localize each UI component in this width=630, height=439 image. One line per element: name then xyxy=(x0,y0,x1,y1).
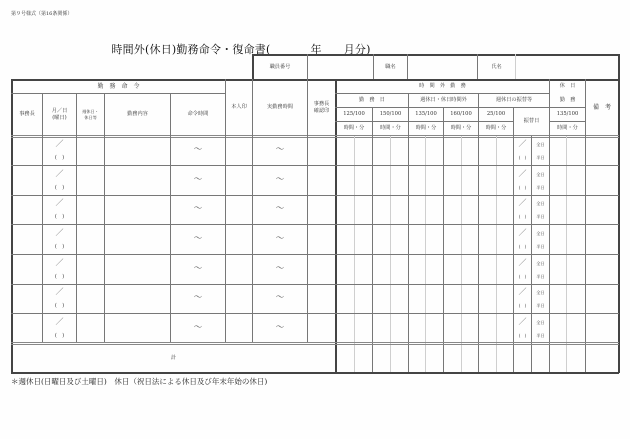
time-input-cell[interactable] xyxy=(426,137,443,165)
overtime-group-header: 時 間 外 勤 務 xyxy=(419,83,466,90)
director-cell[interactable] xyxy=(12,196,42,224)
time-input-cell[interactable] xyxy=(373,196,390,224)
full-day-label: 全日 xyxy=(536,319,545,325)
weekday-paren: ( ) xyxy=(54,213,65,220)
time-input-cell[interactable] xyxy=(391,137,408,165)
sub-slash: ／ xyxy=(518,169,527,179)
weekday-paren: ( ) xyxy=(54,273,65,280)
time-input-cell[interactable] xyxy=(355,196,372,224)
holiday-work-label-2: 勤 務 xyxy=(559,97,576,104)
sub-paren: ( ) xyxy=(518,244,527,250)
sub-slash: ／ xyxy=(518,317,527,327)
time-input-cell[interactable] xyxy=(409,167,426,195)
director-confirm-cell[interactable] xyxy=(308,256,335,284)
col-content: 勤務内容 xyxy=(127,111,148,118)
director-confirm-cell[interactable] xyxy=(308,137,335,165)
sub-slash: ／ xyxy=(518,258,527,268)
half-day-label: 半日 xyxy=(536,155,545,161)
actual-time-cell[interactable]: 〜 xyxy=(275,204,285,215)
director-cell[interactable] xyxy=(12,226,42,254)
time-input-cell[interactable] xyxy=(550,196,567,224)
holiday-type-cell[interactable] xyxy=(77,167,104,195)
employee-no-field[interactable] xyxy=(308,55,373,79)
time-input-cell[interactable] xyxy=(497,285,514,313)
sub-slash: ／ xyxy=(518,228,527,238)
director-cell[interactable] xyxy=(12,137,42,165)
weekday-paren: ( ) xyxy=(54,154,65,161)
holiday-type-cell[interactable] xyxy=(77,285,104,313)
sub-slash: ／ xyxy=(518,287,527,297)
director-cell[interactable] xyxy=(12,167,42,195)
holiday-work-label-1: 休 日 xyxy=(559,83,576,90)
time-input-cell[interactable] xyxy=(497,137,514,165)
employee-no-label: 職員番号 xyxy=(269,63,291,70)
unit-3: 時間・分 xyxy=(415,125,437,132)
unit-2: 時間・分 xyxy=(380,125,401,132)
time-input-cell[interactable] xyxy=(336,315,353,343)
sub-paren: ( ) xyxy=(518,333,527,339)
time-input-cell[interactable] xyxy=(444,256,461,284)
full-day-label: 全日 xyxy=(536,289,545,295)
remarks-cell[interactable] xyxy=(586,137,618,165)
col-director-confirm: 事務長 確認印 xyxy=(313,101,330,114)
time-input-cell[interactable] xyxy=(567,256,584,284)
time-input-cell[interactable] xyxy=(355,226,372,254)
form-number: 第９号様式（第16条関係） xyxy=(11,11,73,17)
time-input-cell[interactable] xyxy=(479,137,496,165)
date-slash: ／ xyxy=(55,287,64,297)
time-input-cell[interactable] xyxy=(479,226,496,254)
time-input-cell[interactable] xyxy=(336,196,353,224)
seal-cell[interactable] xyxy=(226,285,252,313)
name-label: 氏名 xyxy=(491,63,502,70)
time-input-cell[interactable] xyxy=(444,285,461,313)
full-day-label: 全日 xyxy=(536,141,545,147)
time-input-cell[interactable] xyxy=(479,167,496,195)
time-input-cell[interactable] xyxy=(550,285,567,313)
remarks-cell[interactable] xyxy=(586,285,618,313)
time-input-cell[interactable] xyxy=(479,285,496,313)
time-input-cell[interactable] xyxy=(444,196,461,224)
time-input-cell[interactable] xyxy=(336,285,353,313)
time-input-cell[interactable] xyxy=(444,167,461,195)
sub-paren: ( ) xyxy=(518,155,527,161)
position-field[interactable] xyxy=(408,55,477,79)
time-input-cell[interactable] xyxy=(355,256,372,284)
time-input-cell[interactable] xyxy=(355,285,372,313)
time-input-cell[interactable] xyxy=(391,167,408,195)
seal-cell[interactable] xyxy=(226,137,252,165)
holiday-type-cell[interactable] xyxy=(77,315,104,343)
holiday-type-cell[interactable] xyxy=(77,226,104,254)
director-cell[interactable] xyxy=(12,285,42,313)
time-input-cell[interactable] xyxy=(426,226,443,254)
weekday-paren: ( ) xyxy=(54,243,65,250)
time-input-cell[interactable] xyxy=(462,226,479,254)
time-input-cell[interactable] xyxy=(336,226,353,254)
order-time-cell[interactable]: 〜 xyxy=(193,293,203,304)
time-input-cell[interactable] xyxy=(409,226,426,254)
unit-4: 時間・分 xyxy=(450,125,472,132)
rate-25: 25/100 xyxy=(486,111,506,118)
title-main: 時間外(休日)勤務命令・復命書( xyxy=(111,43,271,56)
director-cell[interactable] xyxy=(12,256,42,284)
time-input-cell[interactable] xyxy=(391,315,408,343)
time-input-cell[interactable] xyxy=(426,256,443,284)
time-input-cell[interactable] xyxy=(391,256,408,284)
time-input-cell[interactable] xyxy=(373,256,390,284)
time-input-cell[interactable] xyxy=(373,226,390,254)
half-day-label: 半日 xyxy=(536,214,545,220)
actual-time-cell[interactable]: 〜 xyxy=(275,145,285,156)
date-slash: ／ xyxy=(55,258,64,268)
rate-160: 160/100 xyxy=(450,111,472,118)
remarks-cell[interactable] xyxy=(586,167,618,195)
col-actual-time: 実勤務時間 xyxy=(267,104,293,111)
seal-cell[interactable] xyxy=(226,256,252,284)
time-input-cell[interactable] xyxy=(462,256,479,284)
time-input-cell[interactable] xyxy=(426,196,443,224)
holiday-work-rate: 135/100 xyxy=(556,111,579,118)
time-input-cell[interactable] xyxy=(426,167,443,195)
position-label: 職名 xyxy=(385,63,396,70)
time-input-cell[interactable] xyxy=(391,196,408,224)
order-time-cell[interactable]: 〜 xyxy=(193,234,203,245)
date-slash: ／ xyxy=(55,228,64,238)
time-input-cell[interactable] xyxy=(462,167,479,195)
actual-time-cell[interactable]: 〜 xyxy=(275,293,285,304)
time-input-cell[interactable] xyxy=(550,137,567,165)
director-confirm-cell[interactable] xyxy=(308,167,335,195)
remarks-header: 備 考 xyxy=(592,103,611,111)
time-input-cell[interactable] xyxy=(567,285,584,313)
content-cell[interactable] xyxy=(105,226,170,254)
director-confirm-cell[interactable] xyxy=(308,196,335,224)
sub-paren: ( ) xyxy=(518,214,527,220)
substitute-header: 週休日の振替等 xyxy=(495,97,533,104)
content-cell[interactable] xyxy=(105,167,170,195)
time-input-cell[interactable] xyxy=(409,256,426,284)
half-day-label: 半日 xyxy=(536,303,545,309)
time-input-cell[interactable] xyxy=(336,256,353,284)
name-field[interactable] xyxy=(516,55,618,79)
time-input-cell[interactable] xyxy=(479,196,496,224)
remarks-cell[interactable] xyxy=(586,315,618,343)
order-time-cell[interactable]: 〜 xyxy=(193,145,203,156)
unit-1: 時間・分 xyxy=(343,125,365,132)
rate-125: 125/100 xyxy=(343,111,365,118)
time-input-cell[interactable] xyxy=(409,315,426,343)
time-input-cell[interactable] xyxy=(567,167,584,195)
date-slash: ／ xyxy=(55,139,64,149)
rate-150: 150/100 xyxy=(379,111,402,118)
time-input-cell[interactable] xyxy=(567,226,584,254)
time-input-cell[interactable] xyxy=(567,196,584,224)
director-cell[interactable] xyxy=(12,315,42,343)
time-input-cell[interactable] xyxy=(373,315,390,343)
seal-cell[interactable] xyxy=(226,196,252,224)
half-day-label: 半日 xyxy=(536,274,545,280)
order-time-cell[interactable]: 〜 xyxy=(193,323,203,334)
time-input-cell[interactable] xyxy=(373,137,390,165)
time-input-cell[interactable] xyxy=(426,285,443,313)
full-day-label: 全日 xyxy=(536,171,545,177)
time-input-cell[interactable] xyxy=(444,226,461,254)
time-input-cell[interactable] xyxy=(444,315,461,343)
actual-time-cell[interactable]: 〜 xyxy=(275,264,285,275)
time-input-cell[interactable] xyxy=(373,167,390,195)
time-input-cell[interactable] xyxy=(336,137,353,165)
time-input-cell[interactable] xyxy=(550,256,567,284)
time-input-cell[interactable] xyxy=(462,196,479,224)
time-input-cell[interactable] xyxy=(497,315,514,343)
col-director: 事務長 xyxy=(19,111,35,118)
time-input-cell[interactable] xyxy=(409,285,426,313)
half-day-label: 半日 xyxy=(536,185,545,191)
time-input-cell[interactable] xyxy=(409,196,426,224)
time-input-cell[interactable] xyxy=(462,137,479,165)
content-cell[interactable] xyxy=(105,196,170,224)
weekday-paren: ( ) xyxy=(54,332,65,339)
time-input-cell[interactable] xyxy=(497,196,514,224)
full-day-label: 全日 xyxy=(536,230,545,236)
actual-time-cell[interactable]: 〜 xyxy=(275,175,285,186)
total-label: 計 xyxy=(170,354,177,361)
page-title xyxy=(104,28,371,57)
order-group-header: 勤 務 命 令 xyxy=(97,82,140,90)
time-input-cell[interactable] xyxy=(355,315,372,343)
time-input-cell[interactable] xyxy=(336,167,353,195)
date-slash: ／ xyxy=(55,317,64,327)
seal-cell[interactable] xyxy=(226,167,252,195)
time-input-cell[interactable] xyxy=(550,315,567,343)
time-input-cell[interactable] xyxy=(567,315,584,343)
remarks-cell[interactable] xyxy=(586,226,618,254)
director-confirm-cell[interactable] xyxy=(308,315,335,343)
sub-slash: ／ xyxy=(518,198,527,208)
col-order-time: 命令時間 xyxy=(187,111,209,118)
order-time-cell[interactable]: 〜 xyxy=(193,175,203,186)
date-slash: ／ xyxy=(55,198,64,208)
full-day-label: 全日 xyxy=(536,200,545,206)
time-input-cell[interactable] xyxy=(497,226,514,254)
time-input-cell[interactable] xyxy=(497,167,514,195)
time-input-cell[interactable] xyxy=(550,167,567,195)
weekday-paren: ( ) xyxy=(54,184,65,191)
time-input-cell[interactable] xyxy=(391,285,408,313)
date-slash: ／ xyxy=(55,169,64,179)
sub-paren: ( ) xyxy=(518,303,527,309)
sub-slash: ／ xyxy=(518,139,527,149)
month-label: 月分) xyxy=(343,43,371,56)
time-input-cell[interactable] xyxy=(355,167,372,195)
full-day-label: 全日 xyxy=(536,260,545,266)
substitute-day-header: 振替日 xyxy=(523,118,540,125)
holiday-work-unit: 時間・分 xyxy=(557,125,578,132)
time-input-cell[interactable] xyxy=(497,256,514,284)
time-input-cell[interactable] xyxy=(444,137,461,165)
actual-time-cell[interactable]: 〜 xyxy=(275,234,285,245)
holiday-type-cell[interactable] xyxy=(77,137,104,165)
seal-cell[interactable] xyxy=(226,315,252,343)
time-input-cell[interactable] xyxy=(462,315,479,343)
remarks-cell[interactable] xyxy=(586,256,618,284)
time-input-cell[interactable] xyxy=(479,256,496,284)
remarks-cell[interactable] xyxy=(586,196,618,224)
director-confirm-cell[interactable] xyxy=(308,226,335,254)
content-cell[interactable] xyxy=(105,256,170,284)
col-holiday-type: 週休日・ 休日等 xyxy=(82,109,99,120)
holiday-type-cell[interactable] xyxy=(77,256,104,284)
sub-paren: ( ) xyxy=(518,274,527,280)
seal-cell[interactable] xyxy=(226,226,252,254)
half-day-label: 半日 xyxy=(536,333,545,339)
weekday-paren: ( ) xyxy=(54,302,65,309)
col-date: 月／日 (曜日) xyxy=(51,108,68,121)
time-input-cell[interactable] xyxy=(479,315,496,343)
col-seal: 本人印 xyxy=(231,104,247,111)
weekly-holiday-header: 週休日・休日時間外 xyxy=(420,97,467,104)
time-input-cell[interactable] xyxy=(462,285,479,313)
sub-paren: ( ) xyxy=(518,185,527,191)
time-input-cell[interactable] xyxy=(426,315,443,343)
time-input-cell[interactable] xyxy=(355,137,372,165)
time-input-cell[interactable] xyxy=(409,137,426,165)
actual-time-cell[interactable]: 〜 xyxy=(275,323,285,334)
time-input-cell[interactable] xyxy=(567,137,584,165)
time-input-cell[interactable] xyxy=(373,285,390,313)
footnote: ＊週休日(日曜日及び土曜日) 休日（祝日法による休日及び年末年始の休日) xyxy=(11,377,268,386)
workday-header: 勤 務 日 xyxy=(359,97,385,104)
unit-5: 時間・分 xyxy=(485,125,507,132)
order-time-cell[interactable]: 〜 xyxy=(193,264,203,275)
holiday-type-cell[interactable] xyxy=(77,196,104,224)
order-time-cell[interactable]: 〜 xyxy=(193,204,203,215)
year-label: 年 xyxy=(310,43,322,56)
time-input-cell[interactable] xyxy=(391,226,408,254)
half-day-label: 半日 xyxy=(536,244,545,250)
content-cell[interactable] xyxy=(105,285,170,313)
time-input-cell[interactable] xyxy=(550,226,567,254)
content-cell[interactable] xyxy=(105,137,170,165)
rate-135: 135/100 xyxy=(415,111,437,118)
content-cell[interactable] xyxy=(105,315,170,343)
director-confirm-cell[interactable] xyxy=(308,285,335,313)
